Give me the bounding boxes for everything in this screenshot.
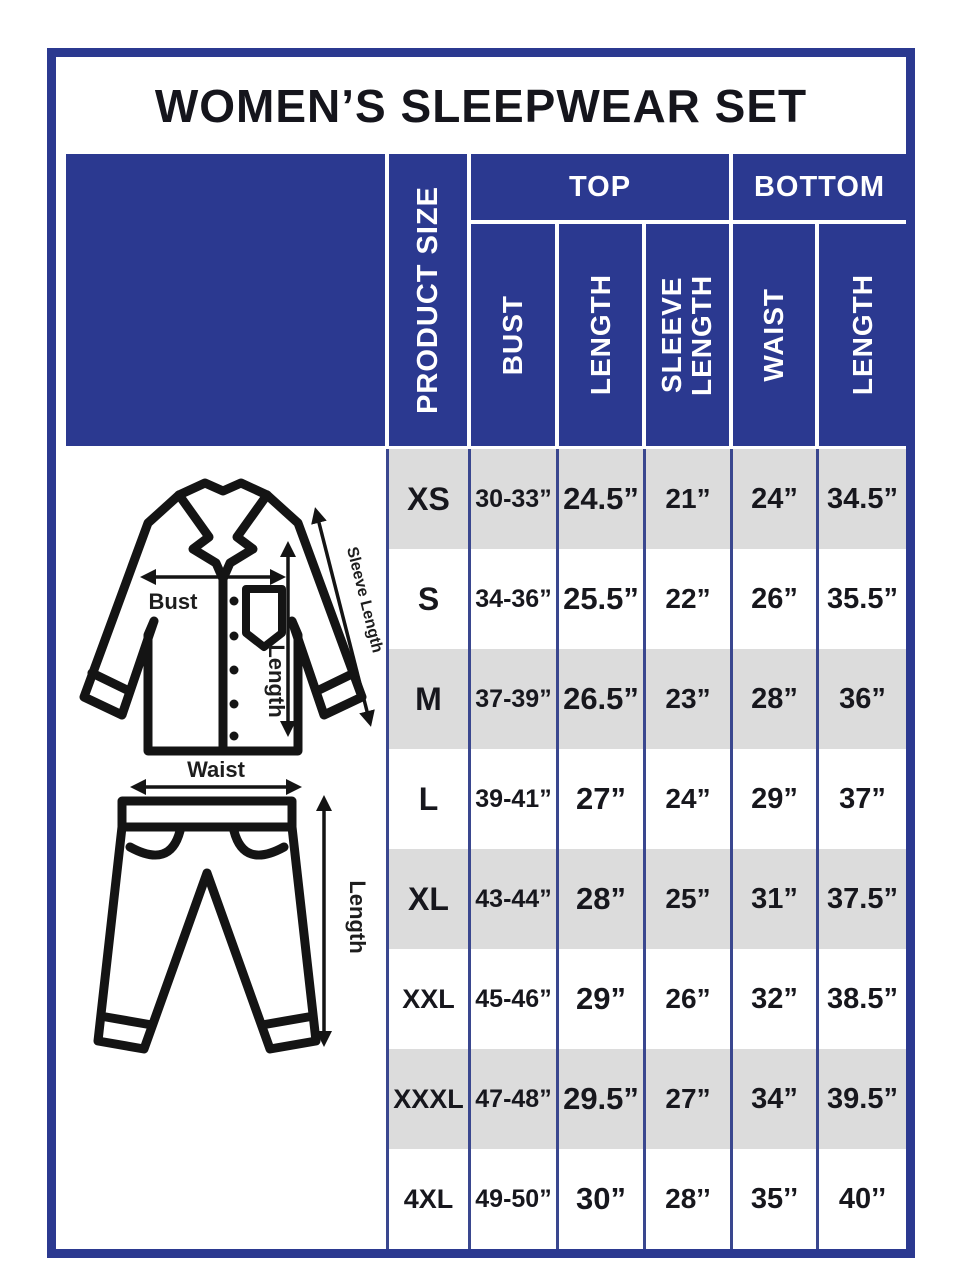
cell-bust: 49-50”: [471, 1149, 559, 1249]
cell-waist: 34”: [733, 1049, 819, 1149]
cell-waist: 24”: [733, 449, 819, 549]
cell-size: XL: [389, 849, 471, 949]
cell-waist: 31”: [733, 849, 819, 949]
cell-size: 4XL: [389, 1149, 471, 1249]
column-header-bust: BUST: [471, 224, 559, 449]
cell-waist: 35’’: [733, 1149, 819, 1249]
cell-sleeve-length: 28’’: [646, 1149, 733, 1249]
cell-top-length: 25.5”: [559, 549, 646, 649]
cell-bottom-length: 37”: [819, 749, 906, 849]
cell-sleeve-length: 26”: [646, 949, 733, 1049]
cell-bust: 47-48”: [471, 1049, 559, 1149]
cell-waist: 29”: [733, 749, 819, 849]
cell-size: S: [389, 549, 471, 649]
cell-top-length: 30”: [559, 1149, 646, 1249]
garment-measurement-diagram: [66, 449, 389, 1249]
cell-size: XXXL: [389, 1049, 471, 1149]
cell-size: XXL: [389, 949, 471, 1049]
header-corner-blank: [66, 154, 389, 449]
cell-top-length: 28”: [559, 849, 646, 949]
column-header-waist: WAIST: [733, 224, 819, 449]
cell-sleeve-length: 27”: [646, 1049, 733, 1149]
column-header-bottom-length: LENGTH: [819, 224, 906, 449]
cell-top-length: 24.5”: [559, 449, 646, 549]
size-table: [56, 154, 906, 1249]
cell-bottom-length: 34.5”: [819, 449, 906, 549]
cell-size: XS: [389, 449, 471, 549]
cell-bust: 34-36”: [471, 549, 559, 649]
group-header-top: TOP: [471, 154, 733, 224]
cell-bust: 45-46”: [471, 949, 559, 1049]
column-header-top-length: LENGTH: [559, 224, 646, 449]
cell-bottom-length: 36”: [819, 649, 906, 749]
cell-bust: 43-44”: [471, 849, 559, 949]
cell-sleeve-length: 25”: [646, 849, 733, 949]
cell-top-length: 29”: [559, 949, 646, 1049]
bust-label: Bust: [148, 589, 198, 614]
waist-label: Waist: [187, 757, 245, 782]
column-header-sleeve-length: SLEEVE LENGTH: [646, 224, 733, 449]
cell-waist: 26”: [733, 549, 819, 649]
cell-bottom-length: 35.5”: [819, 549, 906, 649]
bottom-length-label: Length: [345, 880, 370, 954]
page-title: WOMEN’S SLEEPWEAR SET: [154, 79, 808, 132]
product-size-label: PRODUCT SIZE: [411, 186, 444, 414]
cell-size: M: [389, 649, 471, 749]
cell-waist: 28”: [733, 649, 819, 749]
pajama-illustration: [66, 449, 386, 1249]
cell-bust: 37-39”: [471, 649, 559, 749]
top-length-label: Length: [264, 644, 289, 718]
cell-bust: 39-41”: [471, 749, 559, 849]
cell-top-length: 26.5”: [559, 649, 646, 749]
sleeve-length-label: Sleeve Length: [342, 545, 386, 655]
cell-bottom-length: 39.5”: [819, 1049, 906, 1149]
cell-bottom-length: 37.5”: [819, 849, 906, 949]
cell-sleeve-length: 23”: [646, 649, 733, 749]
cell-top-length: 27”: [559, 749, 646, 849]
cell-bottom-length: 40’’: [819, 1149, 906, 1249]
column-header-product-size: [389, 154, 471, 449]
chart-frame: [47, 48, 915, 1258]
cell-sleeve-length: 22”: [646, 549, 733, 649]
cell-waist: 32”: [733, 949, 819, 1049]
title-bar: [56, 57, 906, 154]
cell-sleeve-length: 21”: [646, 449, 733, 549]
cell-sleeve-length: 24”: [646, 749, 733, 849]
pajama-bottom-illustration: [98, 801, 316, 1049]
cell-size: L: [389, 749, 471, 849]
cell-top-length: 29.5”: [559, 1049, 646, 1149]
cell-bust: 30-33”: [471, 449, 559, 549]
group-header-bottom: BOTTOM: [733, 154, 906, 224]
cell-bottom-length: 38.5”: [819, 949, 906, 1049]
